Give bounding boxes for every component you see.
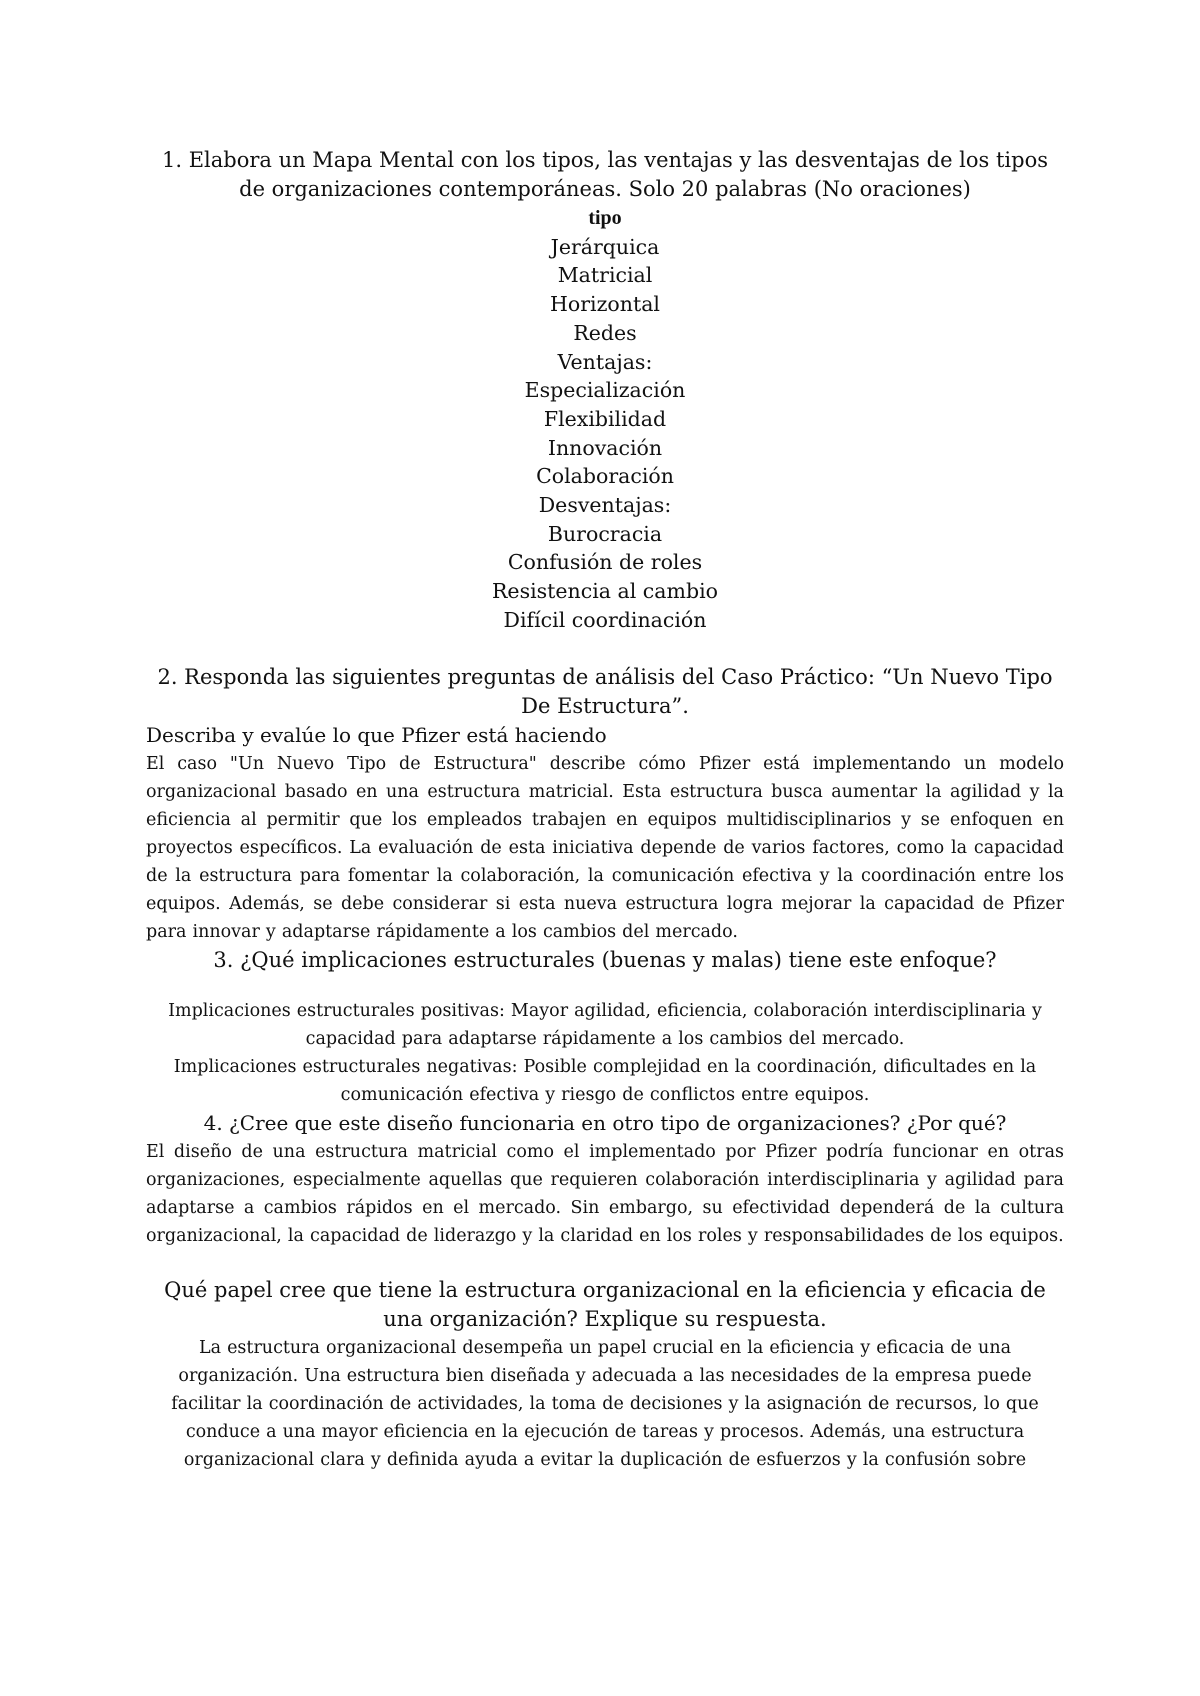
mind-map-word-list [146, 204, 1064, 635]
list-item: Colaboración [536, 464, 674, 489]
list-item: Ventajas: [557, 349, 653, 374]
question-3-negative: Implicaciones estructurales negativas: Posible complejidad en la coordinación, dificultades en la comunicación efectiva y riesgo de conflictos entre equipos. [173, 1056, 1037, 1105]
question-2-subtitle: Describa y evalúe lo que Pfizer está haciendo [146, 722, 607, 747]
question-5-answer: La estructura organizacional desempeña un papel crucial en la eficiencia y eficacia de una organización. Una estructura bien diseñada y adecuada a las necesidades de la empresa puede facilitar la coordinación de actividades, la toma de decisiones y la asignación de recursos, lo que conduce a una mayor eficiencia en la ejecución de tareas y procesos. Además, una estructura organizacional clara y definida ayuda a evitar la duplicación de esfuerzos y la confusión sobre [171, 1337, 1039, 1470]
list-item: Innovación [547, 435, 663, 460]
list-item: Burocracia [547, 521, 663, 546]
question-1-title: 1. Elabora un Mapa Mental con los tipos, las ventajas y las desventajas de los tipos de organizaciones contemporáneas. Solo 20 palabras (No oraciones) [161, 148, 1049, 201]
list-item: Horizontal [550, 292, 660, 317]
list-item: Jerárquica [550, 234, 660, 259]
question-4-title: 4. ¿Cree que este diseño funcionaria en otro tipo de organizaciones? ¿Por qué? [203, 1110, 1007, 1135]
question-3-title: 3. ¿Qué implicaciones estructurales (buenas y malas) tiene este enfoque? [213, 947, 997, 972]
list-item: Matricial [557, 263, 653, 288]
question-2-answer: El caso "Un Nuevo Tipo de Estructura" describe cómo Pfizer está implementando un modelo organizacional basado en una estructura matricial. Esta estructura busca aumentar la agilidad y la eficiencia al permitir que los empleados trabajen en equipos multidisciplinarios y se enfoquen en proyectos específicos. La evaluación de esta iniciativa depende de varios factores, como la capacidad de la estructura para fomentar la colaboración, la comunicación efectiva y la coordinación entre los equipos. Además, se debe considerar si esta nueva estructura logra mejorar la capacidad de Pfizer para innovar y adaptarse rápidamente a los cambios del mercado. [146, 753, 1064, 942]
list-item: tipo [588, 207, 622, 229]
list-item: Flexibilidad [543, 406, 667, 431]
list-item: Redes [573, 320, 637, 345]
question-5-title: Qué papel cree que tiene la estructura organizacional en la eficiencia y eficacia de una organización? Explique su respuesta. [164, 1277, 1046, 1331]
list-item: Resistencia al cambio [492, 579, 718, 604]
list-item: Desventajas: [538, 493, 672, 518]
list-item: Confusión de roles [507, 550, 703, 575]
document-page [146, 146, 1064, 1474]
question-4-answer: El diseño de una estructura matricial como el implementado por Pfizer podría funcionar en otras organizaciones, especialmente aquellas que requieren colaboración interdisciplinaria y agilidad para adaptarse a cambios rápidos en el mercado. Sin embargo, su efectividad dependerá de la cultura organizacional, la capacidad de liderazgo y la claridad en los roles y responsabilidades de los equipos. [146, 1141, 1064, 1246]
question-2-title: 2. Responda las siguientes preguntas de análisis del Caso Práctico: “Un Nuevo Tipo De Estructura”. [157, 664, 1053, 718]
list-item: Difícil coordinación [503, 607, 707, 632]
question-3-positive: Implicaciones estructurales positivas: Mayor agilidad, eficiencia, colaboración interdisciplinaria y capacidad para adaptarse rápidamente a los cambios del mercado. [168, 1000, 1042, 1049]
list-item: Especialización [524, 378, 686, 403]
